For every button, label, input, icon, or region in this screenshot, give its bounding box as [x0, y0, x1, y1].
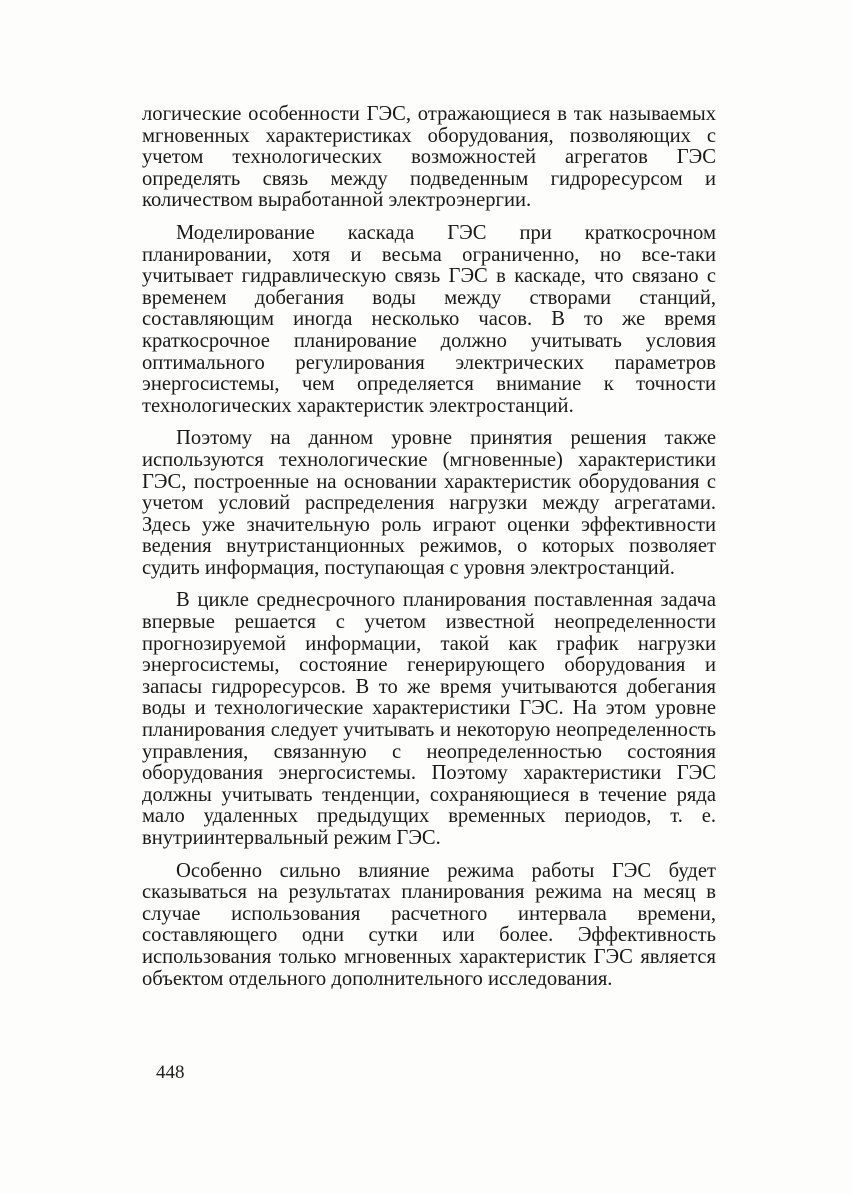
paragraph: Поэтому на данном уровне принятия решения также используются технологические (мгновенные) характеристики ГЭС, построенные на основании характеристик оборудования с учетом условий распределения нагрузки между агрегатами. Здесь уже значительную роль играют оценки эффективности ведения внутристанционных режимов, о которых позволяет судить информация, поступающая с уровня электростанций.: [142, 427, 716, 579]
paragraph: Моделирование каскада ГЭС при краткосрочном планировании, хотя и весьма ограниченно, но все-таки учитывает гидравлическую связь ГЭС в каскаде, что связано с временем добегания воды между створами станций, составляющим иногда несколько часов. В то же время краткосрочное планирование должно учитывать условия оптимального регулирования электрических параметров энергосистемы, чем определяется внимание к точности технологических характеристик электростанций.: [142, 221, 716, 417]
page-number: 448: [156, 1062, 185, 1083]
paragraph: Особенно сильно влияние режима работы ГЭС будет сказываться на результатах планирования режима на месяц в случае использования расчетного интервала времени, составляющего одни сутки или более. Эффективность использования только мгновенных характеристик ГЭС является объектом отдельного дополнительного исследования.: [142, 859, 716, 990]
paragraph: В цикле среднесрочного планирования поставленная задача впервые решается с учетом известной неопределенности прогнозируемой информации, такой как график нагрузки энергосистемы, состояние генерирующего оборудования и запасы гидроресурсов. В то же время учитываются добегания воды и технологические характеристики ГЭС. На этом уровне планирования следует учитывать и некоторую неопределенность управления, связанную с неопределенностью состояния оборудования энергосистемы. Поэтому характеристики ГЭС должны учитывать тенденции, сохраняющиеся в течение ряда мало удаленных предыдущих временных периодов, т. е. внутриинтервальный режим ГЭС.: [142, 589, 716, 849]
body-text: [142, 104, 716, 1001]
paragraph-continuation: логические особенности ГЭС, отражающиеся в так называемых мгновенных характеристиках оборудования, позволяющих с учетом технологических возможностей агрегатов ГЭС определять связь между подведенным гидроресурсом и количеством выработанной электроэнергии.: [142, 103, 716, 212]
